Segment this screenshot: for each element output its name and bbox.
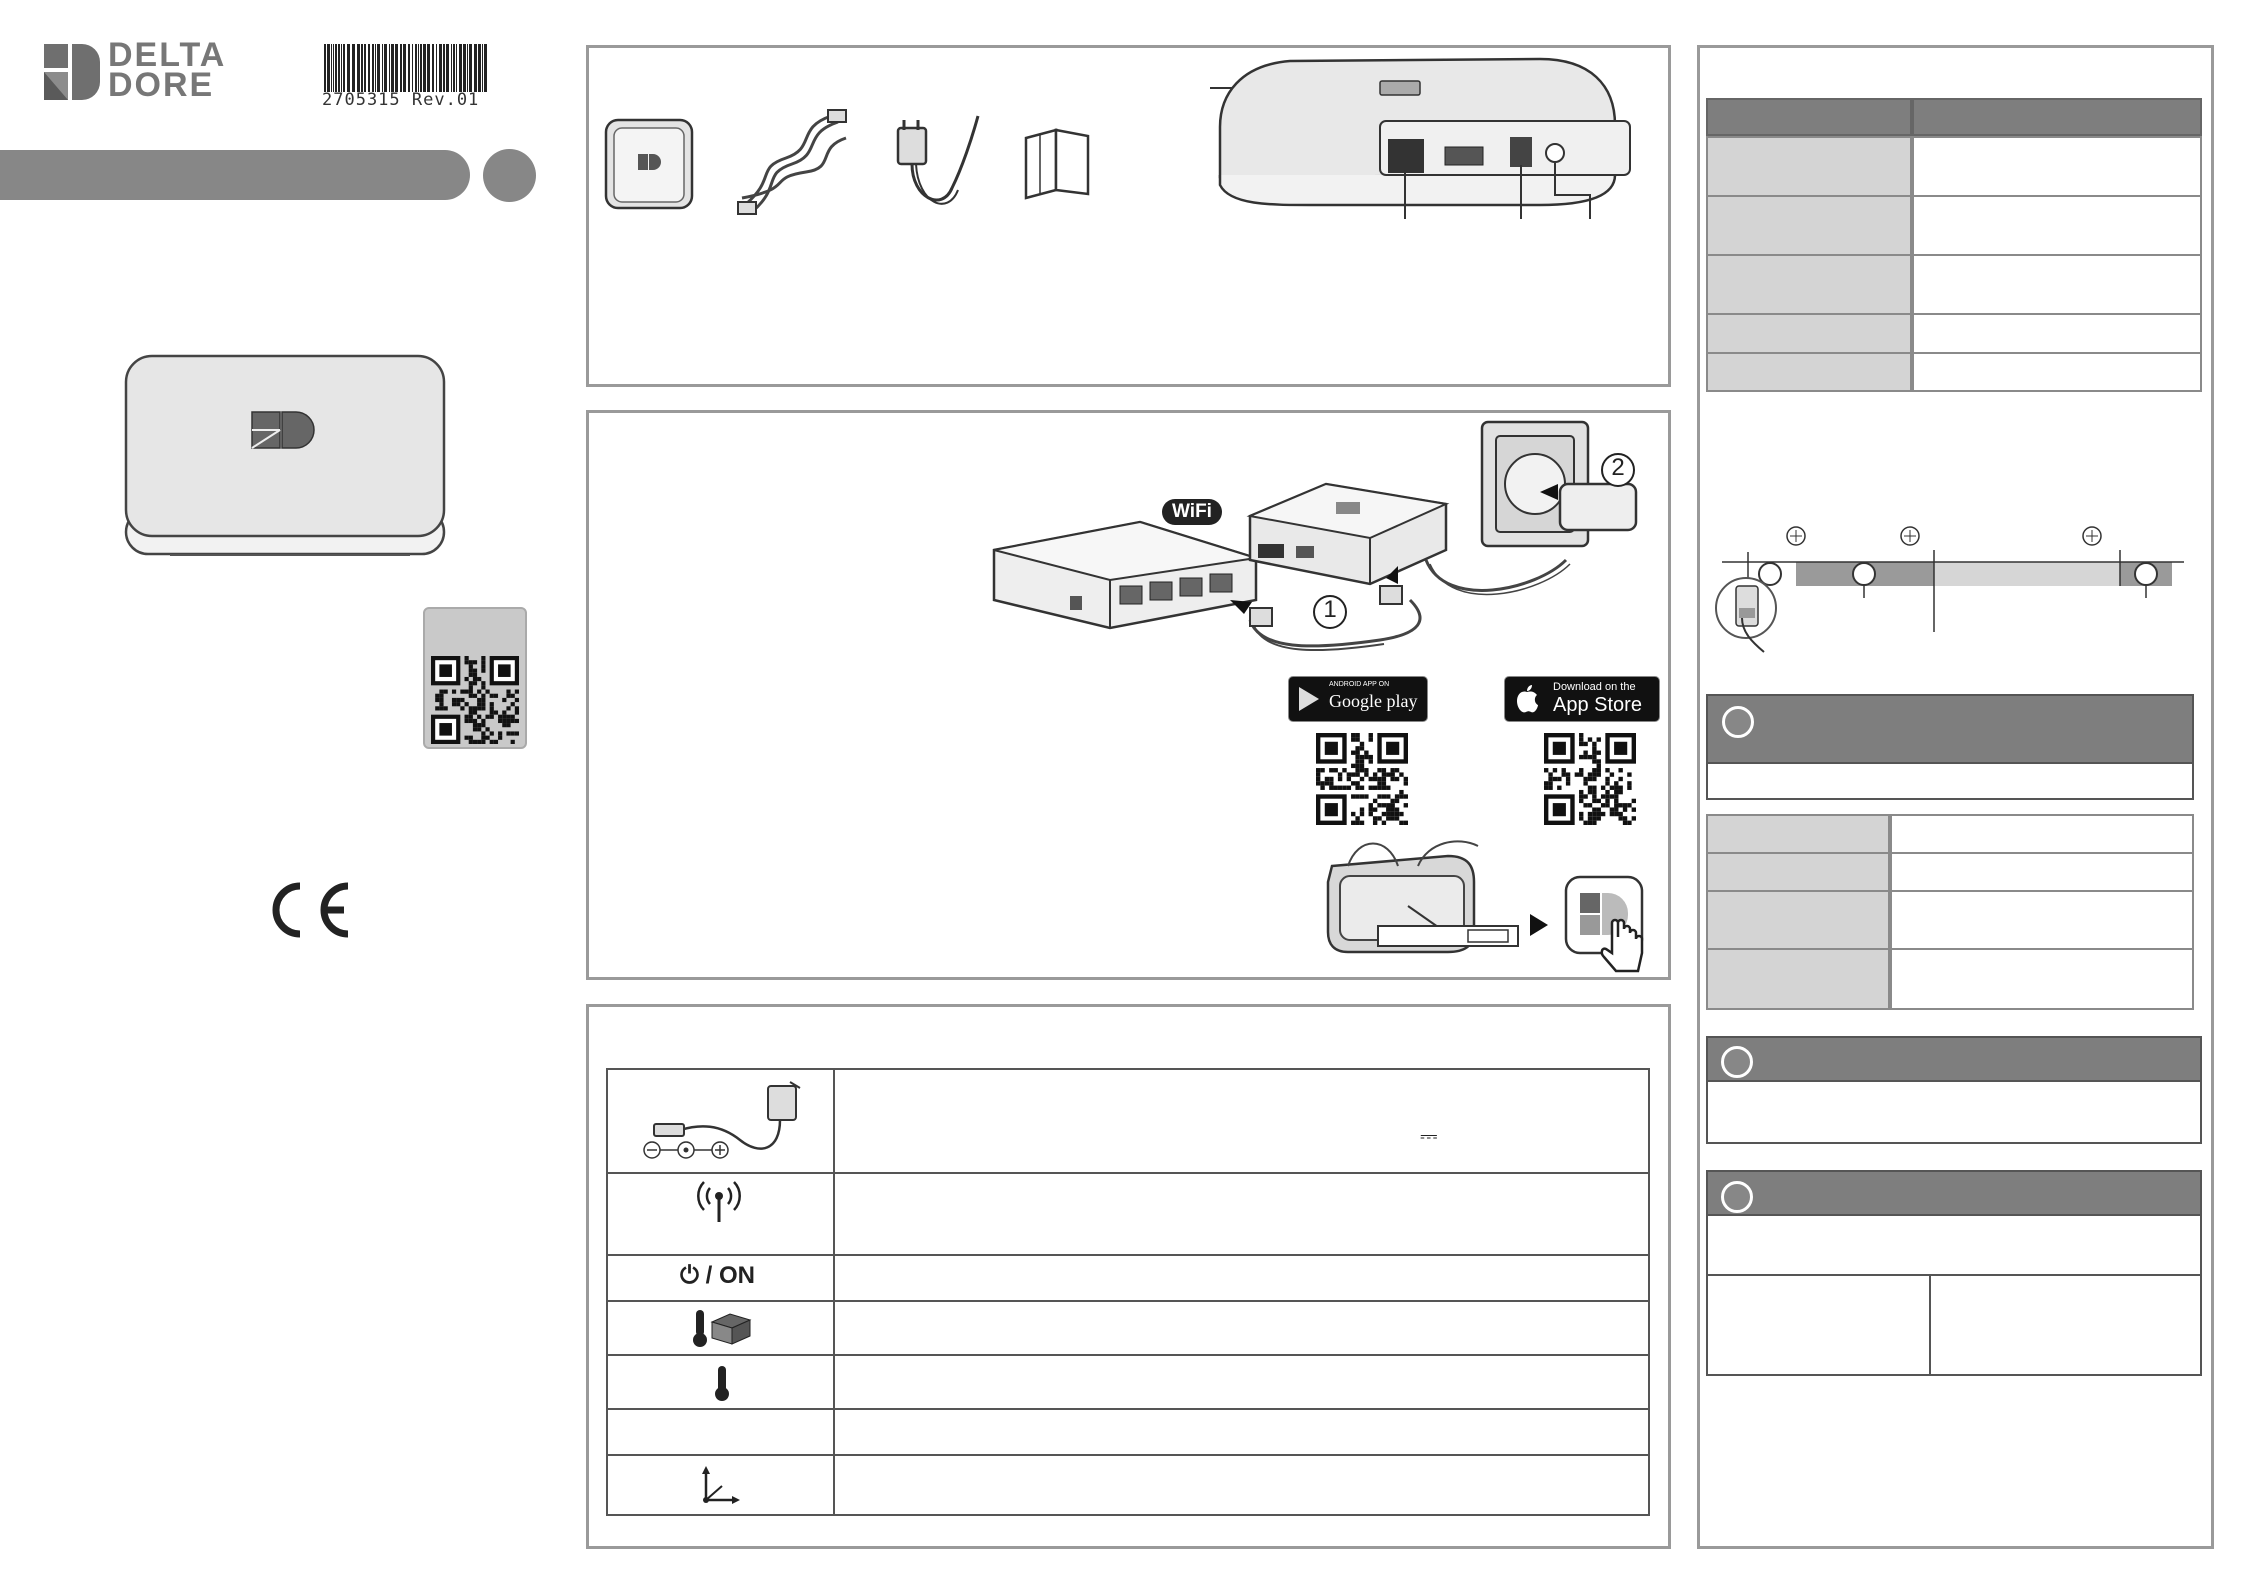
radio-antenna-icon bbox=[694, 1182, 744, 1226]
section-a-header bbox=[1706, 694, 2194, 764]
wall-bracket-icon bbox=[602, 114, 698, 214]
barcode-text: 2705315 Rev.01 bbox=[322, 90, 480, 110]
section-c-table bbox=[1706, 1276, 2202, 1376]
brand-name-line1: DELTA bbox=[108, 36, 227, 74]
specs-column-divider bbox=[833, 1068, 835, 1516]
section-a-body bbox=[1706, 764, 2194, 800]
specs-row-divider-5 bbox=[606, 1408, 1650, 1410]
section-a-marker bbox=[1722, 706, 1754, 738]
power-adapter-icon bbox=[892, 108, 986, 220]
info-row-divider-2 bbox=[1706, 890, 2194, 892]
storage-temperature-icon bbox=[690, 1308, 754, 1348]
specs-row-divider-6 bbox=[606, 1454, 1650, 1456]
language-dot bbox=[483, 149, 536, 202]
dimensions-icon bbox=[698, 1466, 740, 1506]
section-c-marker bbox=[1721, 1181, 1753, 1213]
specs-row-divider-2 bbox=[606, 1254, 1650, 1256]
app-store-badge[interactable] bbox=[1504, 676, 1660, 722]
section-c-column-divider bbox=[1929, 1276, 1931, 1376]
barcode-icon bbox=[324, 44, 490, 92]
router-illustration bbox=[990, 520, 1260, 630]
app-icon-tap-illustration[interactable] bbox=[1562, 873, 1648, 973]
manual-icon bbox=[1020, 124, 1096, 200]
wall-socket-illustration bbox=[1480, 420, 1660, 560]
dc-symbol: ⎓ bbox=[1420, 1124, 1438, 1149]
led-row-divider-2 bbox=[1706, 254, 2202, 256]
app-store-small-text: Download on the bbox=[1553, 681, 1636, 693]
gateway-rear-illustration bbox=[1210, 55, 1630, 225]
specs-row-divider-3 bbox=[606, 1300, 1650, 1302]
led-row-divider-1 bbox=[1706, 195, 2202, 197]
step-2-label: 2 bbox=[1611, 454, 1625, 481]
info-table-right-col bbox=[1890, 814, 2194, 1010]
play-arrow-icon bbox=[1530, 914, 1548, 936]
info-row-divider-3 bbox=[1706, 948, 2194, 950]
temperature-icon bbox=[712, 1364, 732, 1402]
qr-code-icon bbox=[431, 656, 519, 744]
info-table-left-col bbox=[1706, 814, 1890, 1010]
title-band bbox=[0, 150, 470, 200]
section-b-header bbox=[1706, 1036, 2202, 1082]
gateway-label-illustration bbox=[1318, 836, 1518, 956]
button-timeline-diagram bbox=[1712, 522, 2192, 658]
wifi-badge: WiFi bbox=[1162, 499, 1222, 525]
brand-name-line2: DORE bbox=[108, 66, 215, 104]
specs-row-divider-4 bbox=[606, 1354, 1650, 1356]
section-b-body bbox=[1706, 1082, 2202, 1144]
google-play-label: Google play bbox=[1329, 691, 1418, 711]
led-row-divider-3 bbox=[1706, 313, 2202, 315]
google-play-small-text: ANDROID APP ON bbox=[1329, 681, 1390, 688]
info-row-divider-1 bbox=[1706, 852, 2194, 854]
section-c-header bbox=[1706, 1170, 2202, 1216]
app-store-qr-icon bbox=[1544, 733, 1636, 825]
app-store-label: App Store bbox=[1553, 694, 1642, 716]
power-on-label: ⏻ / ON bbox=[680, 1262, 755, 1289]
power-supply-icon bbox=[640, 1080, 810, 1166]
specs-row-divider-1 bbox=[606, 1172, 1650, 1174]
apple-icon bbox=[1515, 684, 1539, 714]
section-c-body bbox=[1706, 1216, 2202, 1276]
step-1-label: 1 bbox=[1323, 596, 1337, 623]
ce-mark-icon bbox=[262, 880, 352, 940]
google-play-qr-icon bbox=[1316, 733, 1408, 825]
delta-dore-logo-icon bbox=[44, 44, 100, 100]
google-play-icon bbox=[1297, 685, 1321, 713]
led-table-header-right bbox=[1912, 98, 2202, 136]
led-table-header-left bbox=[1706, 98, 1912, 136]
gateway-box-illustration bbox=[120, 350, 450, 580]
google-play-badge[interactable] bbox=[1288, 676, 1428, 722]
ethernet-cable-icon bbox=[736, 108, 854, 218]
section-b-marker bbox=[1721, 1046, 1753, 1078]
led-row-divider-4 bbox=[1706, 352, 2202, 354]
